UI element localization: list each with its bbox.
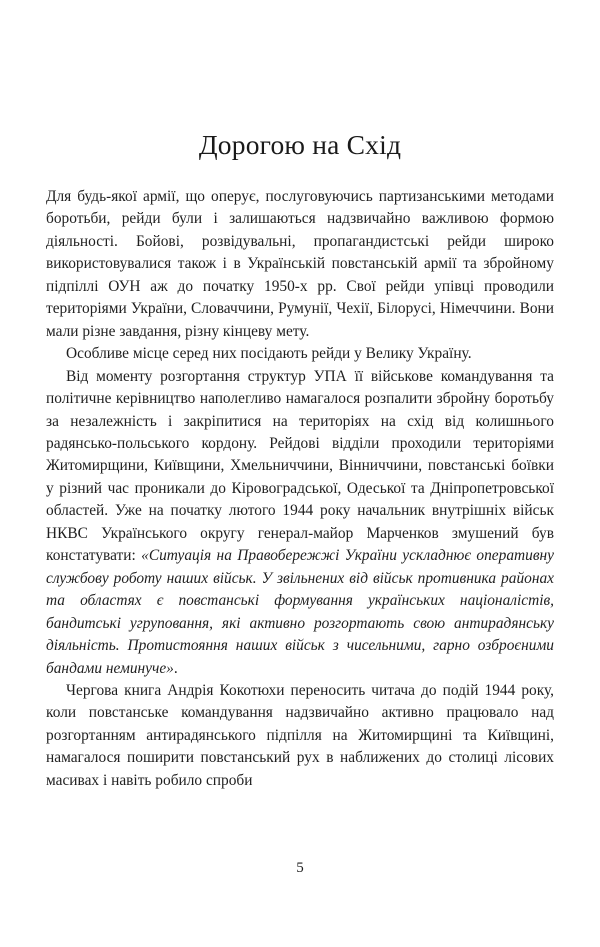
paragraph-1: Для будь-якої армії, що оперує, послуговуючись партизанськими методами боротьби, рейди були і залишаються надзвичайно важливою формою діяльності. Бойові, розвідувальні, пропагандистські рейди широко використовувалися також і в Українській повстанській армії та збройному підпіллі ОУН аж до початку 1950-х рр. Свої рейди упівці проводили територіями України, Словаччини, Румунії, Чехії, Білорусі, Німеччини. Вони мали різне завдання, різну кінцеву мету.: [46, 188, 554, 340]
paragraph-2: Особливе місце серед них посідають рейди у Велику Україну.: [66, 345, 472, 363]
body-text-block: [46, 186, 554, 792]
page-number: 5: [296, 860, 304, 876]
paragraph-3-lead: Від моменту розгортання структур УПА її військове командування та політичне керівництво наполегливо намагалося розпалити збройну боротьбу за незалежність і закріпитися на територіях на схід від колишнього радянсько-польського кордону. Рейдові відділи проходили територіями Житомирщини, Київщини, Хмельниччини, Вінниччини, повстанські боївки у різний час проникали до Кіровоградської, Одеської та Дніпропетровської областей. Уже на початку лютого 1944 року начальник внутрішніх військ НКВС Українського округу генерал-майор Марченков змушений був констатувати:: [46, 367, 554, 565]
paragraph-3-tail: .: [173, 659, 178, 677]
paragraph-3: [46, 366, 554, 680]
paragraph-4: Чергова книга Андрія Кокотюхи переносить читача до подій 1944 року, коли повстанське командування надзвичайно активно працювало над розгортанням антирадянського підпілля на Житомирщині та Київщині, намагалося поширити повстанський рух в наближених до столиці лісових масивах і навіть робило спроби: [46, 681, 554, 789]
marchenkov-quote: «Ситуація на Правобережжі України ускладнює оперативну службову роботу наших військ. У звільнених від військ противника районах та областях є повстанські формування українських націоналістів, бандитські угруповання, які активно розгортають свою антирадянську діяльність. Протистояння наших військ з чисельними, гарно озброєними бандами неминуче»: [46, 547, 554, 677]
chapter-title: Дорогою на Схід: [198, 129, 402, 160]
